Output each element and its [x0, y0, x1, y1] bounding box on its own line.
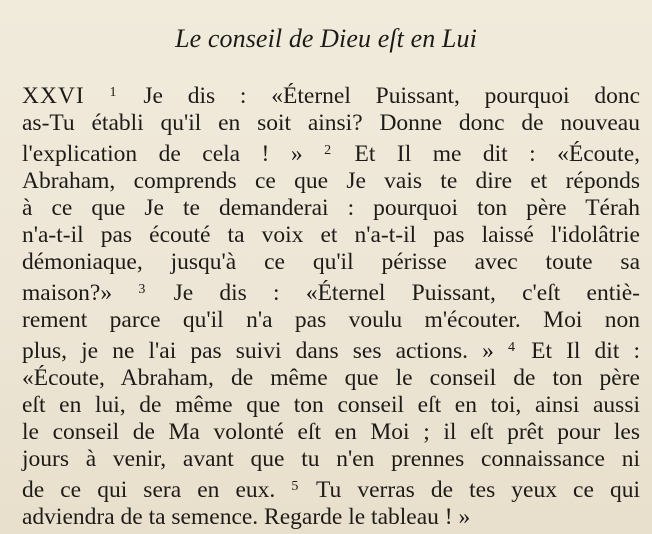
line-text: Tu verras de tes yeux ce qui [300, 477, 641, 503]
line-text: Je dis : «Éternel Puissant, c'eſt entiè- [147, 280, 641, 306]
text-line [22, 392, 640, 419]
text-line [22, 276, 640, 307]
verse-number: 1 [109, 85, 117, 100]
line-text: Je dis : «Éternel Puissant, pourquoi donc [118, 83, 640, 109]
line-text: le conseil de Ma volonté eſt en Moi ; il eſt prêt pour les [22, 419, 640, 445]
verse-number: 2 [324, 143, 332, 158]
line-content [110, 83, 640, 109]
line-text: Et Il me dit : «Écoute, [333, 141, 641, 167]
line-text: adviendra de ta semence. Regarde le tableau ! » [22, 504, 471, 530]
text-line [22, 249, 640, 276]
show-through-text-top [0, 0, 652, 16]
line-text: de ce qui sera en eux. [22, 477, 276, 503]
text-line [22, 79, 640, 110]
verse-number: 4 [508, 340, 515, 355]
line-text: n'a-t-il pas écouté ta voix et n'a-t-il pas laissé l'idolâtrie [22, 222, 640, 248]
line-text: as-Tu établi qu'il en soit ainsi? Donne donc de nouveau [22, 110, 640, 136]
footnote-show-through [76, 498, 636, 534]
text-line [22, 110, 640, 137]
line-text: plus, je ne l'ai pas suivi dans ses actions. » [22, 338, 494, 364]
line-text: Abraham, comprends ce que Je vais te dire et réponds [22, 168, 640, 194]
line-text: maison?» [22, 280, 113, 306]
chapter-paragraph [22, 79, 640, 531]
text-line [22, 307, 640, 334]
line-text: eſt en lui, de même que ton conseil eſt en toi, ainsi aussi [22, 392, 640, 418]
line-text: l'explication de cela ! » [22, 141, 303, 167]
verse-number: 3 [138, 282, 146, 297]
chapter-number: XXVI [22, 83, 85, 109]
section-title: Le conseil de Dieu eſt en Lui [175, 24, 477, 53]
text-line [22, 195, 640, 222]
text-line [22, 446, 640, 473]
line-text: «Écoute, Abraham, de même que le conseil de ton père [22, 365, 640, 391]
line-text: à ce que Je te demanderai : pourquoi ton père Térah [22, 195, 640, 221]
line-text: jours à venir, avant que tu n'en prennes connaissance ni [22, 446, 640, 472]
line-text: rement parce qu'il n'a pas voulu m'écouter. Moi non [22, 307, 640, 333]
line-text: démoniaque, jusqu'à ce qu'il périsse avec toute sa [22, 249, 640, 275]
text-line [22, 419, 640, 446]
line-text: Et Il dit : [517, 338, 640, 364]
text-line [22, 222, 640, 249]
text-line [22, 137, 640, 168]
verse-number: 5 [291, 479, 299, 494]
text-line [22, 365, 640, 392]
text-line [22, 334, 640, 365]
text-line [22, 168, 640, 195]
